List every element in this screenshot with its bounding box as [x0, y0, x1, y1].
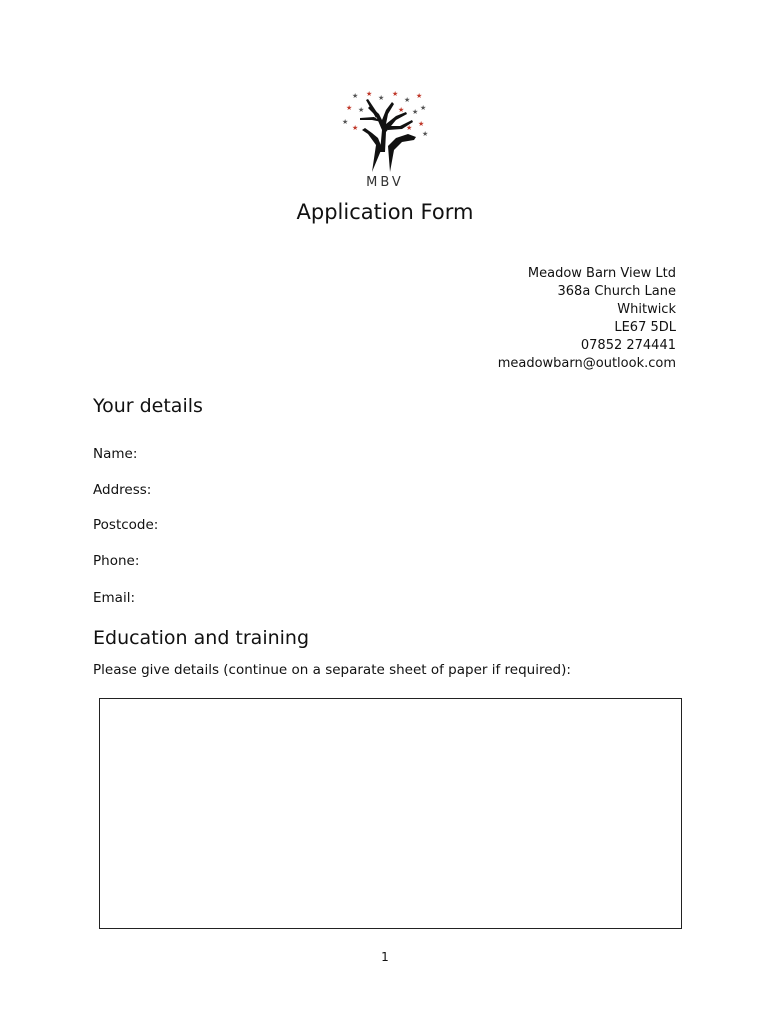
company-name: Meadow Barn View Ltd	[527, 266, 676, 281]
education-heading: Education and training	[93, 627, 310, 649]
svg-text:★: ★	[416, 92, 423, 100]
address-field-label: Address:	[93, 482, 152, 498]
svg-text:★: ★	[398, 106, 405, 114]
svg-text:★: ★	[392, 90, 399, 98]
svg-text:★: ★	[404, 96, 411, 104]
svg-text:★: ★	[412, 108, 419, 116]
company-address	[498, 265, 676, 373]
svg-text:★: ★	[366, 90, 373, 98]
page-title: Application Form	[296, 200, 474, 224]
company-email: meadowbarn@outlook.com	[497, 356, 676, 371]
svg-text:★: ★	[342, 118, 349, 126]
svg-text:★: ★	[358, 106, 365, 114]
logo-text: MBV	[366, 175, 404, 190]
postcode-field-label: Postcode:	[93, 517, 159, 533]
svg-text:★: ★	[378, 94, 385, 102]
svg-text:★: ★	[352, 92, 359, 100]
svg-text:★: ★	[346, 104, 353, 112]
address-postcode: LE67 5DL	[614, 320, 676, 335]
name-field-label: Name:	[93, 446, 138, 462]
svg-text:★: ★	[422, 130, 429, 138]
page-number: 1	[381, 950, 389, 964]
email-field-label: Email:	[93, 590, 136, 606]
education-answer-box[interactable]	[99, 698, 682, 929]
svg-text:★: ★	[352, 124, 359, 132]
svg-text:★: ★	[420, 104, 427, 112]
company-phone: 07852 274441	[580, 338, 676, 353]
address-town: Whitwick	[617, 302, 676, 317]
svg-text:★: ★	[406, 124, 413, 132]
tree-hands-icon	[332, 90, 432, 172]
education-instruction: Please give details (continue on a separate sheet of paper if required):	[93, 662, 571, 678]
address-street: 368a Church Lane	[557, 284, 676, 299]
your-details-heading: Your details	[93, 395, 203, 417]
svg-text:★: ★	[418, 120, 425, 128]
phone-field-label: Phone:	[93, 553, 140, 569]
